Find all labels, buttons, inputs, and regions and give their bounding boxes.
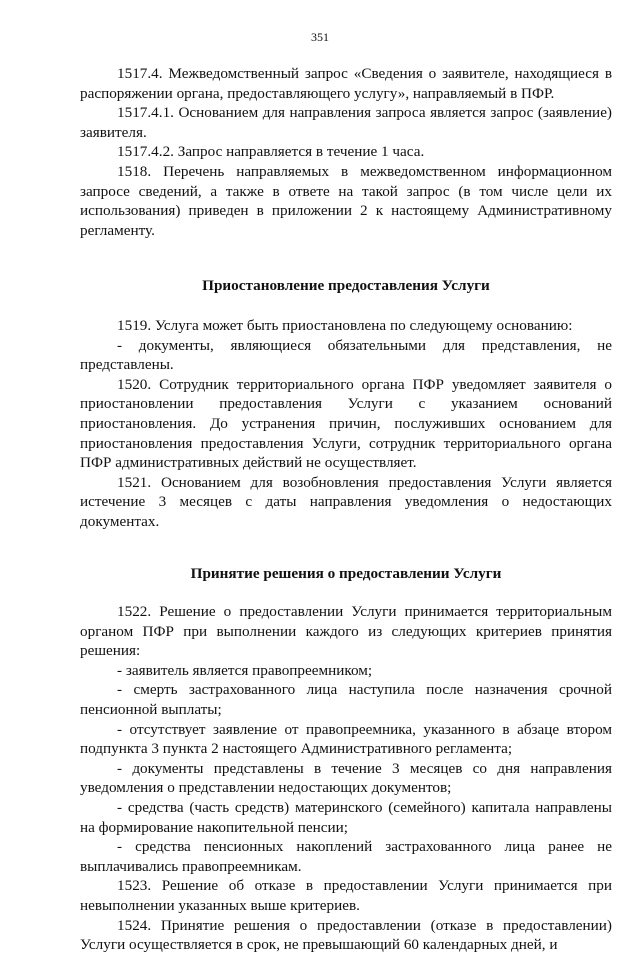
- paragraph-1523: 1523. Решение об отказе в предоставлении Услуги принимается при невыполнении указанных выше критериев.: [80, 877, 612, 914]
- list-item-criterion: - смерть застрахованного лица наступила после назначения срочной пенсионной выплаты;: [80, 681, 612, 719]
- document-body: [80, 64, 612, 955]
- list-item-criterion: - средства (часть средств) материнского (семейного) капитала направлены на формирование накопительной пенсии;: [80, 799, 612, 836]
- section-spacer: [80, 240, 612, 276]
- paragraph-1519: 1519. Услуга может быть приостановлена по следующему основанию:: [117, 316, 573, 334]
- paragraph-1520: 1520. Сотрудник территориального органа ПФР уведомляет заявителя о приостановлении предоставления Услуги с указанием оснований приостановления. До устранения причин, послуживших основанием для приостановления предоставления Услуги, сотрудник территориального органа ПФР административных действий не осуществляет.: [80, 375, 612, 472]
- section-spacer: [80, 296, 612, 316]
- paragraph-1517-4-1: 1517.4.1. Основанием для направления запроса является запрос (заявление) заявителя.: [80, 104, 612, 141]
- paragraph-1524: 1524. Принятие решения о предоставлении (отказе в предоставлении) Услуги осуществляется в срок, не превышающий 60 календарных дней, и: [80, 916, 612, 954]
- section-spacer: [80, 584, 612, 602]
- paragraph-1521: 1521. Основанием для возобновления предоставления Услуги является истечение 3 месяцев с даты направления уведомления о недостающих документах.: [80, 473, 612, 530]
- paragraph-1522: 1522. Решение о предоставлении Услуги принимается территориальным органом ПФР при выполнении каждого из следующих критериев принятия решения:: [80, 603, 612, 660]
- paragraph-1517-4: 1517.4. Межведомственный запрос «Сведения о заявителе, находящиеся в распоряжении органа, предоставляющего услугу», направляемый в ПФР.: [80, 65, 612, 102]
- list-item-criterion: - отсутствует заявление от правопреемника, указанного в абзаце втором подпункта 3 пункта 2 настоящего Административного регламента;: [80, 720, 612, 758]
- page-number: 351: [311, 30, 329, 44]
- section-heading-decision: Принятие решения о предоставлении Услуги: [190, 565, 502, 583]
- section-heading-suspension: Приостановление предоставления Услуги: [202, 277, 490, 295]
- section-spacer: [80, 531, 612, 564]
- paragraph-1517-4-2: 1517.4.2. Запрос направляется в течение 1 часа.: [117, 143, 425, 161]
- list-item-criterion: - заявитель является правопреемником;: [117, 661, 373, 679]
- list-item-documents: - документы, являющиеся обязательными для представления, не представлены.: [80, 336, 612, 374]
- list-item-criterion: - средства пенсионных накоплений застрахованного лица ранее не выплачивались правопреемникам.: [80, 838, 612, 875]
- list-item-criterion: - документы представлены в течение 3 месяцев со дня направления уведомления о представлении недостающих документов;: [80, 759, 612, 797]
- paragraph-1518: 1518. Перечень направляемых в межведомственном информационном запросе сведений, а также в ответе на такой запрос (в том числе цели их использования) приведен в приложении 2 к настоящему Административному регламенту.: [80, 162, 612, 239]
